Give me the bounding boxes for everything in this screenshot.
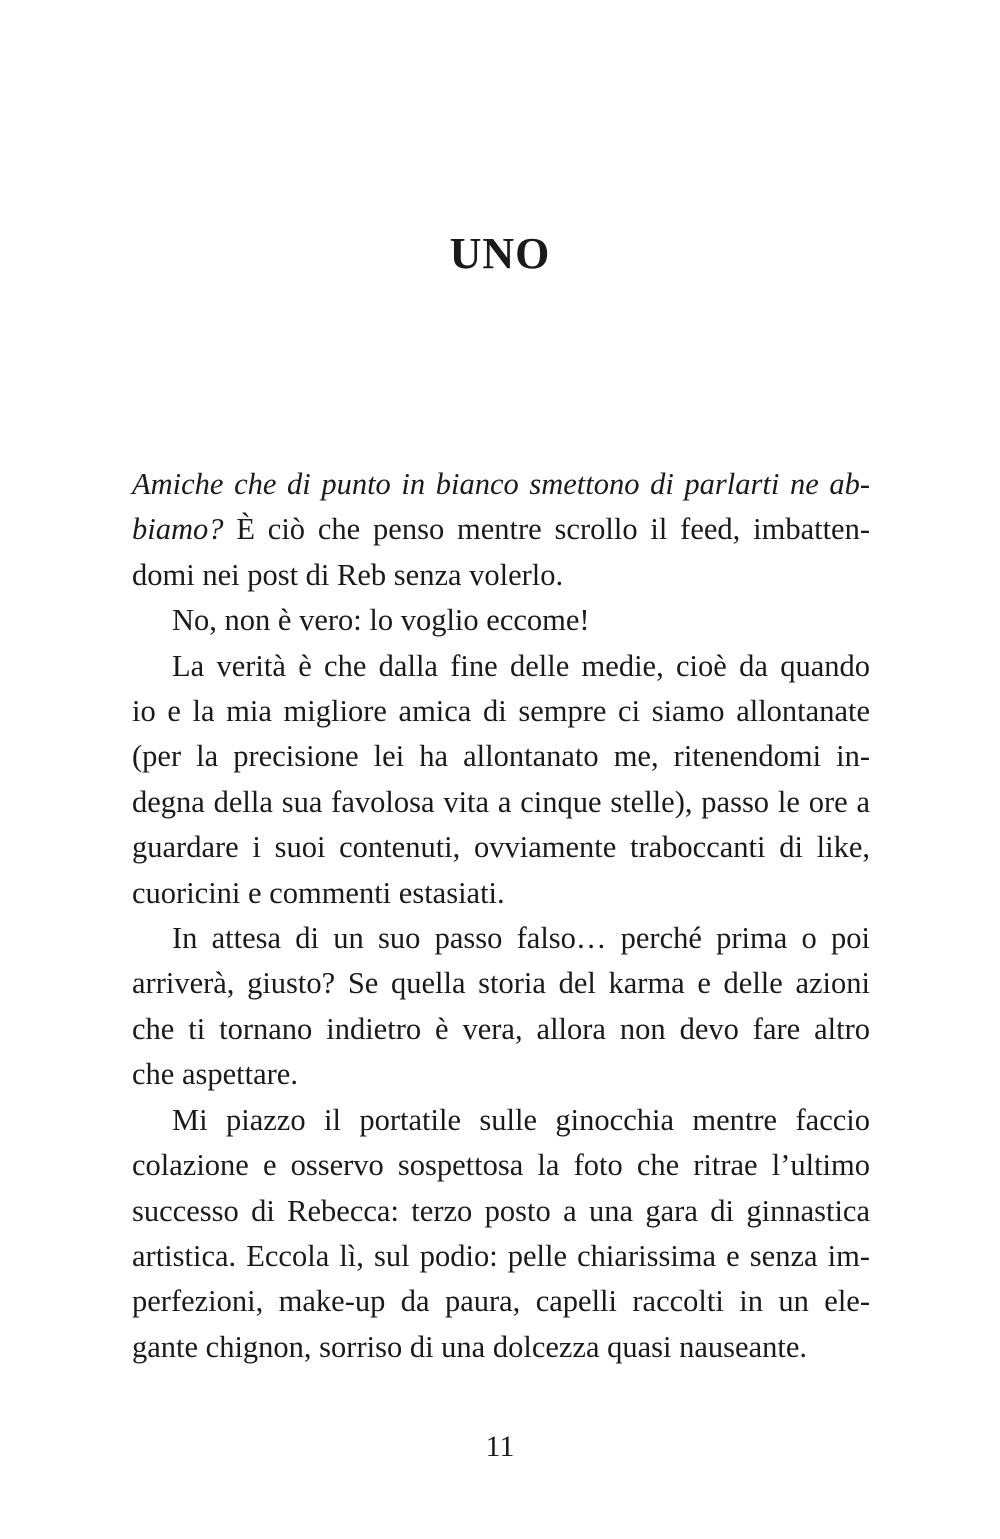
chapter-title: UNO [449, 229, 551, 278]
line-text: Mi piazzo il portatile sulle ginocchia mentre faccio [172, 1102, 870, 1137]
text-line [132, 462, 870, 507]
line-text: In attesa di un suo passo falso… perché prima o poi [172, 921, 870, 956]
text-line [132, 1143, 870, 1188]
paragraph-3 [132, 644, 870, 916]
text-line [132, 1234, 870, 1279]
body-text [132, 462, 870, 1370]
italic-text: Amiche che di punto in bianco smettono di parlarti ne ab- [132, 467, 870, 501]
line-text: cuoricini e commenti estasiati. [132, 875, 505, 910]
text-line [132, 598, 870, 643]
line-text: No, non è vero: lo voglio eccome! [172, 603, 590, 638]
text-line [132, 825, 870, 870]
paragraph-5 [132, 1098, 870, 1370]
line-text: (per la precisione lei ha allontanato me, ritenendomi in- [132, 739, 870, 774]
text-line [132, 871, 870, 916]
line-text: La verità è che dalla fine delle medie, cioè da quando [172, 648, 870, 683]
text-line [132, 734, 870, 779]
text-line [132, 644, 870, 689]
line-text: perfezioni, make-up da paura, capelli raccolti in un ele- [132, 1284, 870, 1319]
paragraph-2 [132, 598, 870, 643]
text-line [132, 553, 870, 598]
line-text: domi nei post di Reb senza volerlo. [132, 557, 564, 592]
text-line [132, 1098, 870, 1143]
line-text: successo di Rebecca: terzo posto a una gara di ginnastica [132, 1193, 870, 1228]
text-line [132, 961, 870, 1006]
line-text: guardare i suoi contenuti, ovviamente traboccanti di like, [132, 830, 870, 865]
text-line [132, 916, 870, 961]
text-line [132, 1052, 870, 1097]
line-text: gante chignon, sorriso di una dolcezza quasi nauseante. [132, 1329, 808, 1364]
line-text: artistica. Eccola lì, sul podio: pelle chiarissima e senza im- [132, 1238, 870, 1273]
line-text: colazione e osservo sospettosa la foto che ritrae l’ultimo [132, 1148, 870, 1183]
text-line [132, 780, 870, 825]
line-text: degna della sua favolosa vita a cinque stelle), passo le ore a [132, 784, 870, 819]
text-line [132, 1007, 870, 1052]
page-number: 11 [485, 1430, 515, 1463]
italic-text: biamo? [132, 512, 224, 547]
text-line [132, 1279, 870, 1324]
text-line [132, 689, 870, 734]
text-line [132, 1325, 870, 1370]
line-text: È ciò che penso mentre scrollo il feed, imbatten- [223, 512, 870, 547]
line-text: che aspettare. [132, 1057, 298, 1092]
paragraph-4 [132, 916, 870, 1098]
line-text: che ti tornano indietro è vera, allora non devo fare altro [132, 1011, 870, 1046]
line-text: arriverà, giusto? Se quella storia del karma e delle azioni [132, 966, 870, 1001]
line-text: io e la mia migliore amica di sempre ci siamo allontanate [132, 694, 870, 729]
text-line [132, 507, 870, 552]
text-line [132, 1189, 870, 1234]
paragraph-1 [132, 462, 870, 598]
